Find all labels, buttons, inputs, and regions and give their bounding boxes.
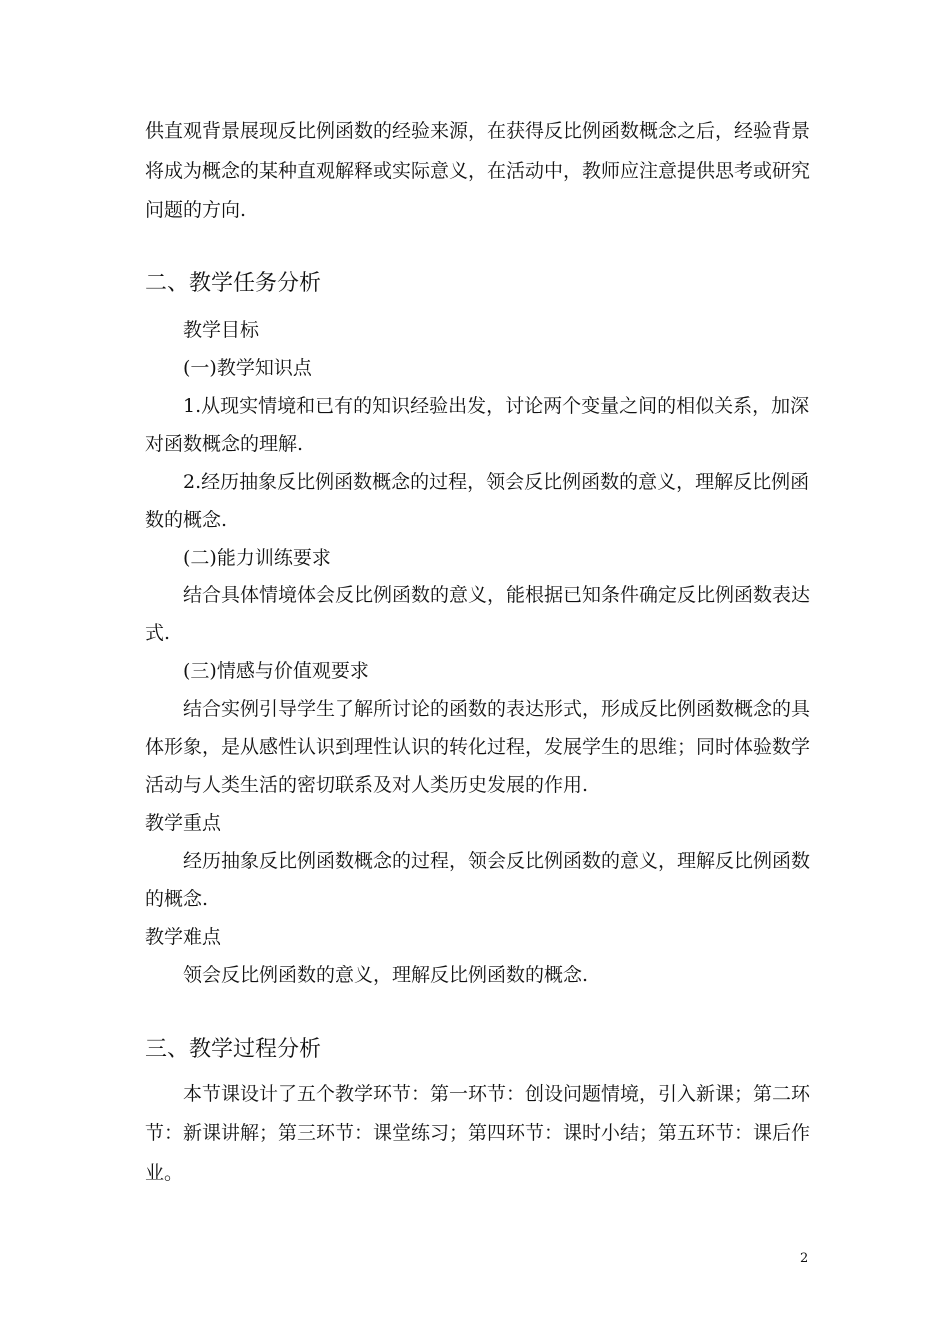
intro-line-1: 供直观背景展现反比例函数的经验来源，在获得反比例函数概念之后，经验背景: [145, 120, 811, 142]
ability-label: (二)能力训练要求: [183, 547, 331, 569]
emotion-text-line-1: 结合实例引导学生了解所讨论的函数的表达形式，形成反比例函数概念的具: [183, 698, 811, 720]
intro-line-2: 将成为概念的某种直观解释或实际意义，在活动中，教师应注意提供思考或研究: [145, 160, 811, 182]
knowledge-item-1-line-2: 对函数概念的理解.: [145, 433, 304, 455]
section3-heading: 三、教学过程分析: [145, 1037, 322, 1062]
knowledge-item-2-line-1: 2.经历抽象反比例函数概念的过程，领会反比例函数的意义，理解反比例函: [183, 471, 810, 493]
difficult-points-text: 领会反比例函数的意义，理解反比例函数的概念.: [183, 964, 589, 986]
knowledge-item-2-line-2: 数的概念.: [145, 509, 228, 531]
knowledge-points-label: (一)教学知识点: [183, 357, 312, 379]
emotion-label: (三)情感与价值观要求: [183, 660, 369, 682]
key-points-line-1: 经历抽象反比例函数概念的过程，领会反比例函数的意义，理解反比例函数: [183, 850, 811, 872]
ability-text-line-2: 式.: [145, 622, 171, 644]
key-points-label: 教学重点: [145, 812, 222, 834]
teaching-goals-label: 教学目标: [183, 319, 260, 341]
intro-line-3: 问题的方向.: [145, 199, 247, 221]
process-text-line-3: 业。: [145, 1162, 184, 1184]
process-text-line-1: 本节课设计了五个教学环节：第一环节：创设问题情境，引入新课；第二环: [183, 1083, 811, 1105]
process-text-line-2: 节：新课讲解；第三环节：课堂练习；第四环节：课时小结；第五环节：课后作: [145, 1122, 811, 1144]
key-points-line-2: 的概念.: [145, 888, 209, 910]
knowledge-item-1-line-1: 1.从现实情境和已有的知识经验出发，讨论两个变量之间的相似关系，加深: [183, 395, 810, 417]
ability-text-line-1: 结合具体情境体会反比例函数的意义，能根据已知条件确定反比例函数表达: [183, 584, 811, 606]
emotion-text-line-2: 体形象，是从感性认识到理性认识的转化过程，发展学生的思维；同时体验数学: [145, 736, 811, 758]
emotion-text-line-3: 活动与人类生活的密切联系及对人类历史发展的作用.: [145, 774, 589, 796]
section2-heading: 二、教学任务分析: [145, 271, 322, 296]
page-number: 2: [800, 1251, 809, 1266]
difficult-points-label: 教学难点: [145, 926, 222, 948]
